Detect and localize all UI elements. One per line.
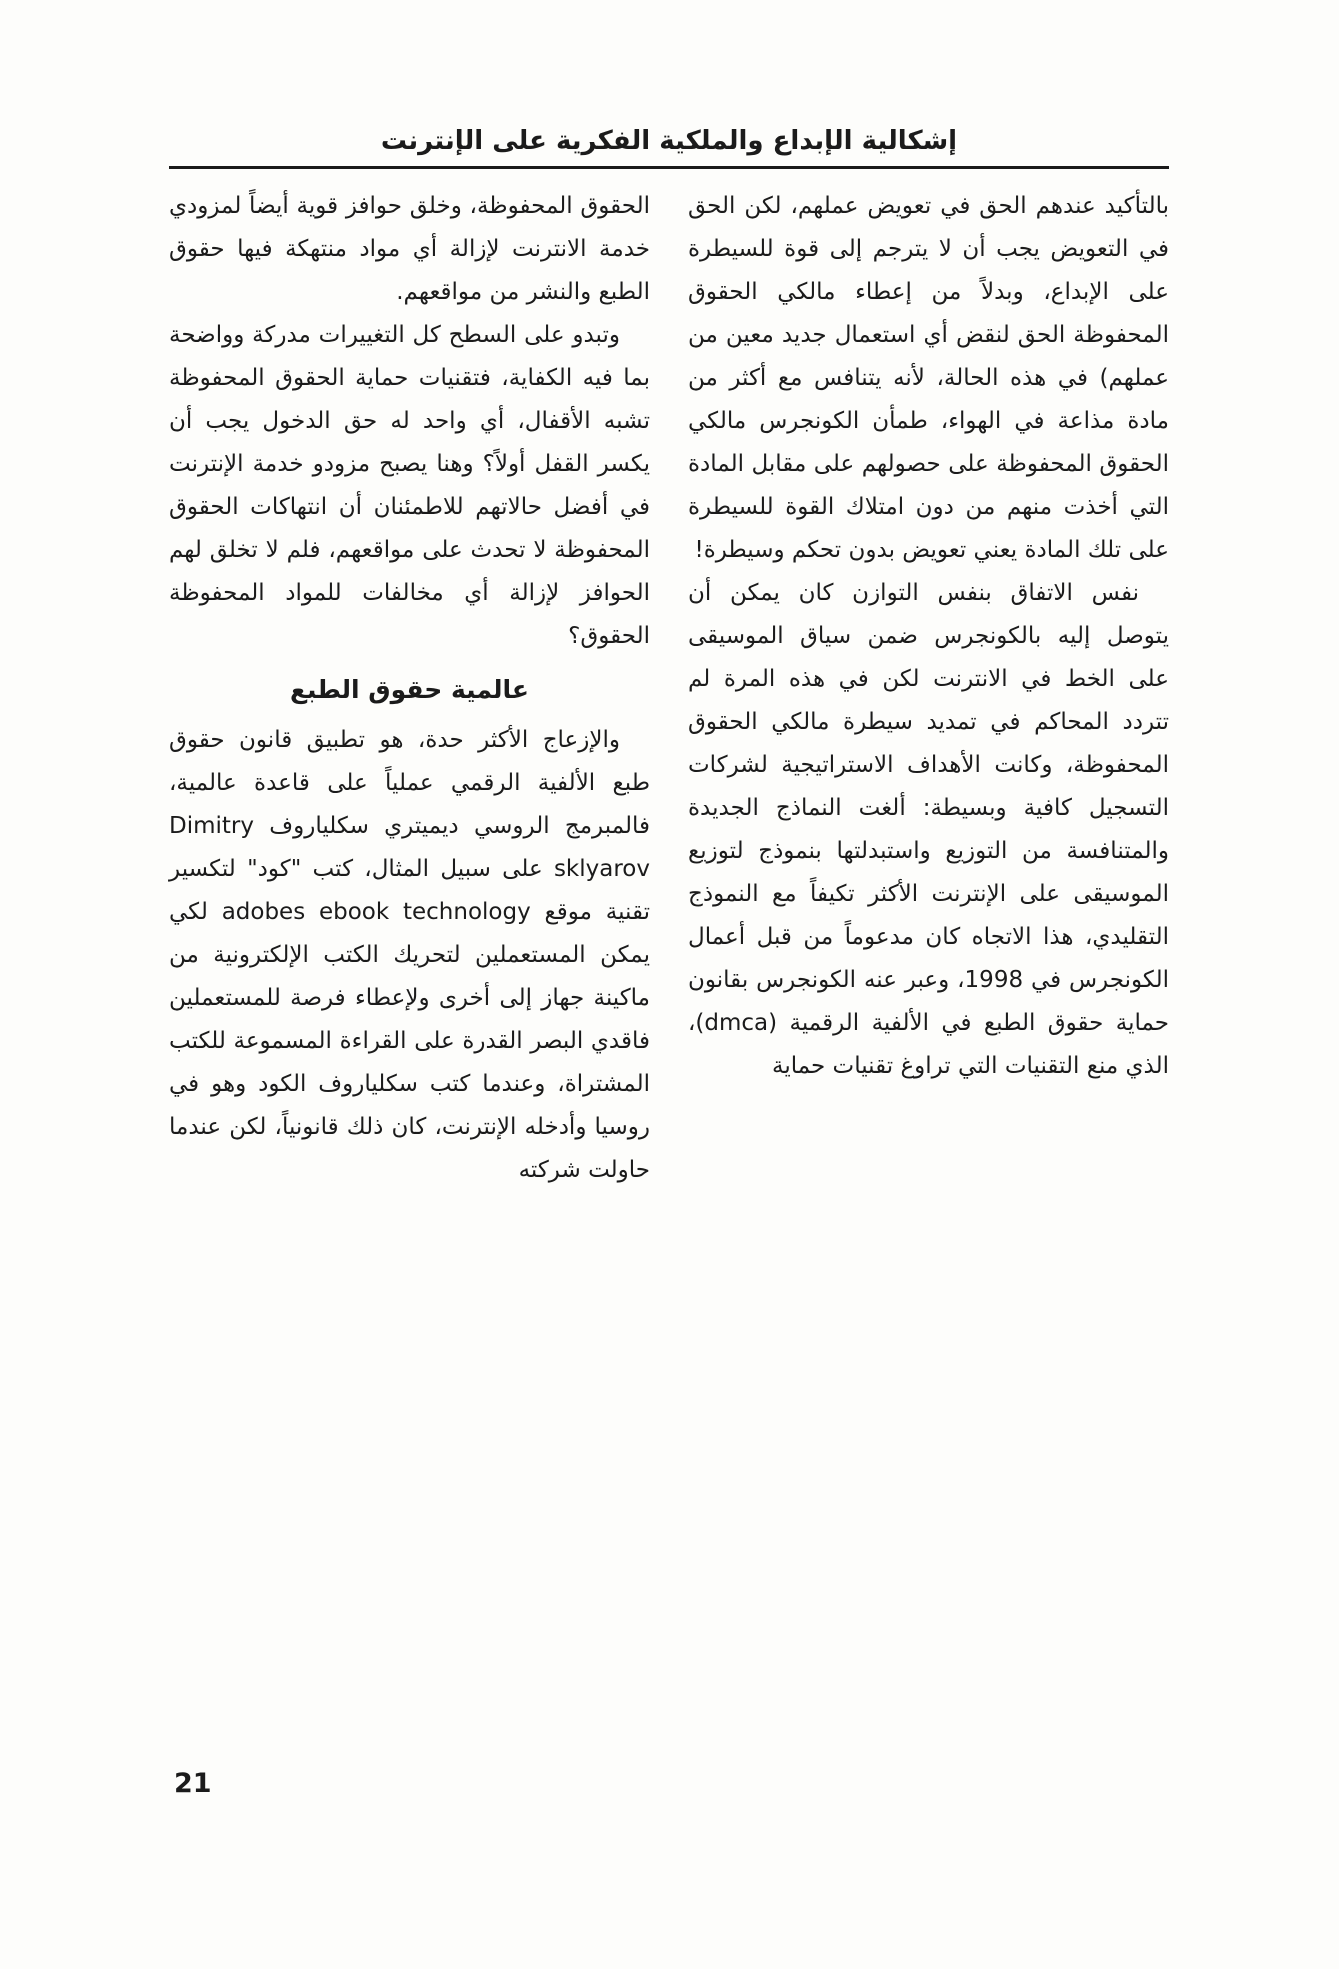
text-columns: [169, 185, 1169, 1192]
header-title: إشكالية الإبداع والملكية الفكرية على الإنترنت: [380, 126, 958, 156]
paragraph: وتبدو على السطح كل التغييرات مدركة وواضحة بما فيه الكفاية، فتقنيات حماية الحقوق المحفوظة تشبه الأقفال، أي واحد له حق الدخول يجب أن يكسر القفل أولاً؟ وهنا يصبح مزودو خدمة الإنترنت في أفضل حالاتهم للاطمئنان أن انتهاكات الحقوق المحفوظة لا تحدث على مواقعهم، فلم لا تخلق لهم الحوافز لإزالة أي مخالفات للمواد المحفوظة الحقوق؟: [169, 322, 650, 649]
section-heading: عالمية حقوق الطبع: [289, 675, 529, 704]
paragraph: نفس الاتفاق بنفس التوازن كان يمكن أن يتوصل إليه بالكونجرس ضمن سياق الموسيقى على الخط في الانترنت لكن في هذه المرة لم تتردد المحاكم في تمديد سيطرة مالكي الحقوق المحفوظة، وكانت الأهداف الاستراتيجية لشركات التسجيل كافية وبسيطة: ألغت النماذج الجديدة والمتنافسة من التوزيع واستبدلتها بنموذج لتوزيع الموسيقى على الإنترنت الأكثر تكيفاً مع النموذج التقليدي، هذا الاتجاه كان مدعوماً من قبل أعمال الكونجرس في 1998، وعبر عنه الكونجرس بقانون حماية حقوق الطبع في الألفية الرقمية (dmca)، الذي منع التقنيات التي تراوغ تقنيات حماية: [688, 580, 1169, 1079]
paragraph: الحقوق المحفوظة، وخلق حوافز قوية أيضاً لمزودي خدمة الانترنت لإزالة أي مواد منتهكة فيها حقوق الطبع والنشر من مواقعهم.: [169, 193, 650, 305]
page-header: [169, 126, 1169, 169]
paragraph: والإزعاج الأكثر حدة، هو تطبيق قانون حقوق طبع الألفية الرقمي عملياً على قاعدة عالمية، فالمبرمج الروسي ديميتري سكلياروف Dimitry sklyarov على سبيل المثال، كتب "كود" لتكسير تقنية موقع adobes ebook technology لكي يمكن المستعملين لتحريك الكتب الإلكترونية من ماكينة جهاز إلى أخرى ولإعطاء فرصة للمستعملين فاقدي البصر القدرة على القراءة المسموعة للكتب المشتراة، وعندما كتب سكلياروف الكود وهو في روسيا وأدخله الإنترنت، كان ذلك قانونياً، لكن عندما حاولت شركته: [169, 727, 651, 1183]
page-content: [169, 126, 1169, 1192]
column-right: [688, 185, 1169, 1192]
page-number: 21: [174, 1768, 212, 1799]
paragraph: بالتأكيد عندهم الحق في تعويض عملهم، لكن الحق في التعويض يجب أن لا يترجم إلى قوة للسيطرة على الإبداع، وبدلاً من إعطاء مالكي الحقوق المحفوظة الحق لنقض أي استعمال جديد معين من عملهم) في هذه الحالة، لأنه يتنافس مع أكثر من مادة مذاعة في الهواء، طمأن الكونجرس مالكي الحقوق المحفوظة على حصولهم على مقابل المادة التي أخذت منهم من دون امتلاك القوة للسيطرة على تلك المادة يعني تعويض بدون تحكم وسيطرة!: [688, 193, 1169, 563]
column-left: [169, 185, 650, 1192]
